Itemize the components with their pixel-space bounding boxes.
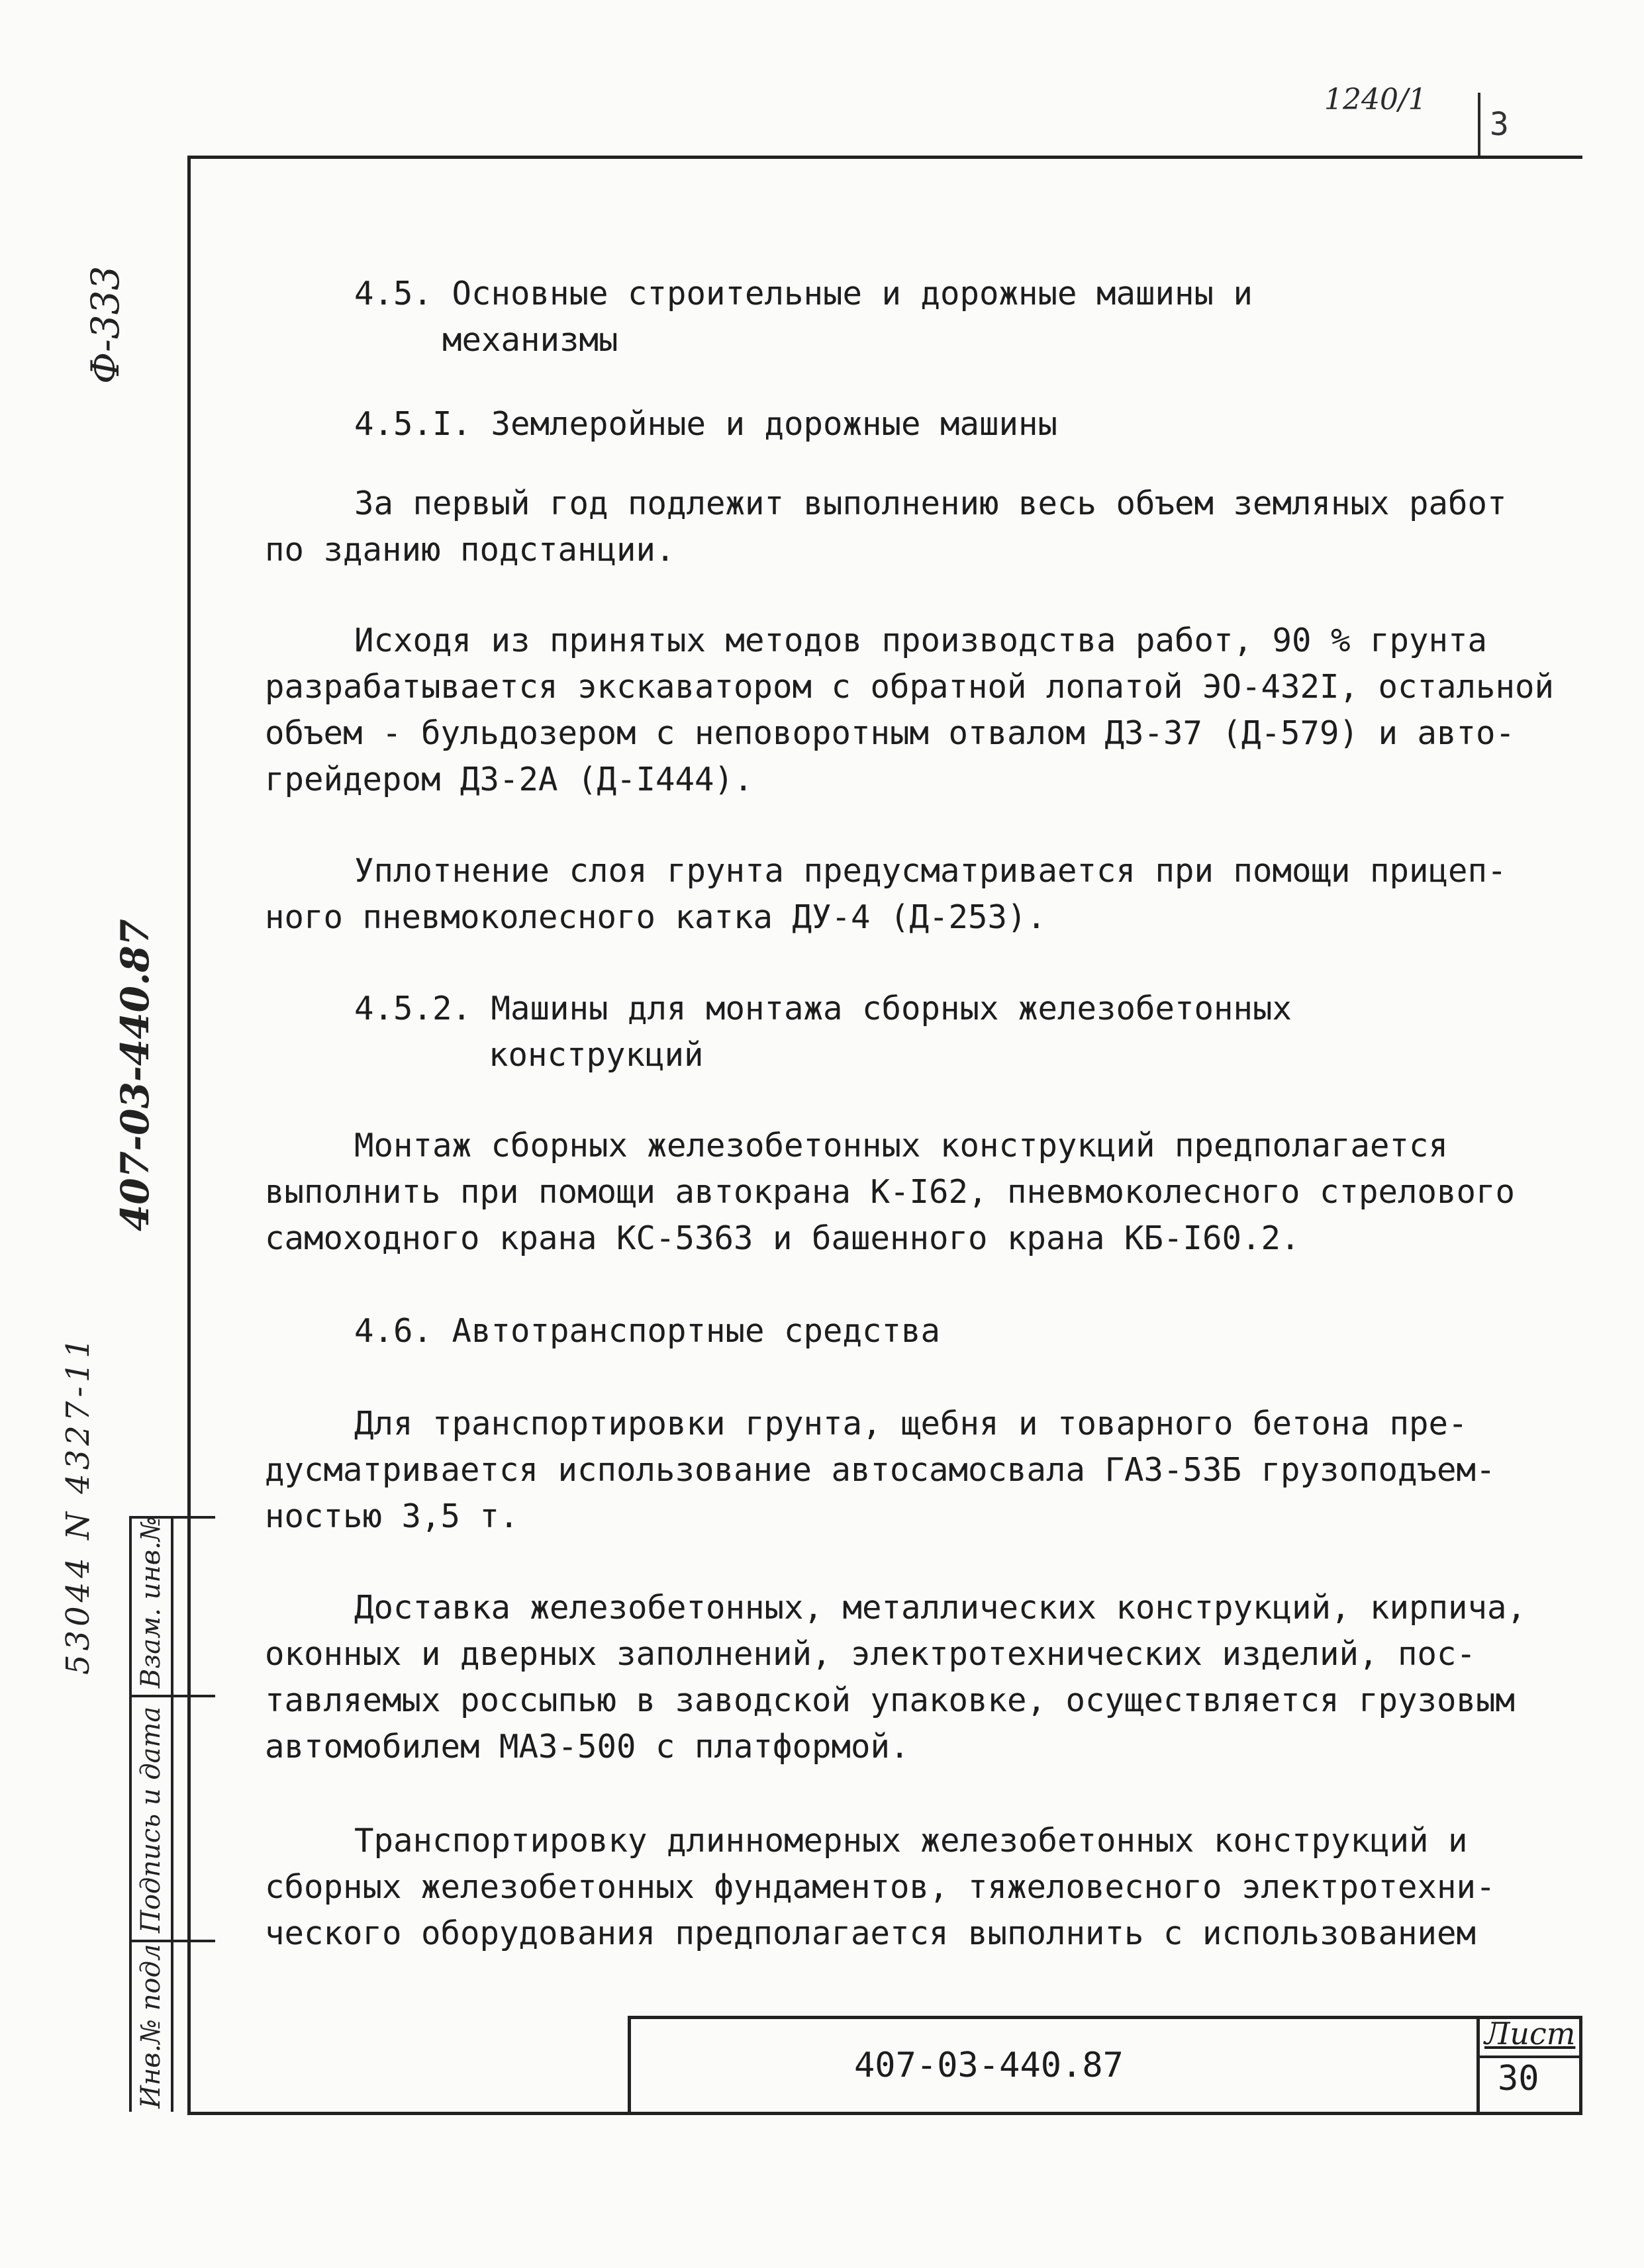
paragraph-line: по зданию подстанции. (265, 531, 675, 569)
title-block-divider (1476, 2016, 1480, 2115)
handwritten-note: 1240/1 (1324, 83, 1427, 117)
paragraph-line: ностью 3,5 т. (265, 1497, 519, 1535)
paragraph-line: оконных и дверных заполнений, электротехнических изделий, пос- (265, 1635, 1476, 1673)
stamp-label-inv-podl: Инв.№ подл (136, 1944, 166, 2108)
section-4-5-2-title: 4.5.2. Машины для монтажа сборных железобетонных (354, 990, 1292, 1027)
paragraph-line: Транспортировку длинномерных железобетонных конструкций и (354, 1822, 1468, 1860)
margin-doc-code: 407-03-440.87 (113, 919, 158, 1231)
paragraph-line: Для транспортировки грунта, щебня и товарного бетона пре- (354, 1405, 1468, 1442)
paragraph-line: самоходного крана КС-5363 и башенного крана КБ-I60.2. (265, 1219, 1300, 1257)
stamp-label-replaced-inv: Взам. инв.№ (136, 1516, 166, 1688)
title-block-doc-code: 407-03-440.87 (854, 2046, 1124, 2085)
frame-top-border (187, 156, 1582, 159)
paragraph-line: сборных железобетонных фундаментов, тяжеловесного электротехни- (265, 1868, 1496, 1906)
paragraph-line: автомобилем МАЗ-500 с платформой. (265, 1728, 910, 1766)
paragraph-line: грейдером ДЗ-2А (Д-I444). (265, 761, 753, 798)
stamp-label-signature-date: Подпись и дата (136, 1706, 166, 1933)
section-4-5-1-title: 4.5.I. Землеройные и дорожные машины (354, 405, 1058, 443)
stamp-rule (129, 1695, 215, 1697)
stamp-column-divider (171, 1516, 173, 2112)
section-4-5-2-title-cont: конструкций (489, 1036, 704, 1074)
sheet-label: Лист (1484, 2016, 1576, 2052)
paragraph-line: объем - бульдозером с неповоротным отвалом ДЗ-37 (Д-579) и авто- (265, 714, 1516, 752)
sheet-number: 30 (1498, 2059, 1539, 2099)
paragraph-line: выполнить при помощи автокрана К-I62, пневмоколесного стрелового (265, 1173, 1516, 1211)
paragraph-line: Уплотнение слоя грунта предусматривается при помощи прицеп- (354, 852, 1507, 890)
paragraph-line: тавляемых россыпью в заводской упаковке, осуществляется грузовым (265, 1681, 1516, 1719)
title-block-sheet-rule (1478, 2055, 1582, 2058)
paragraph-line: дусматривается использование автосамосвала ГАЗ-53Б грузоподъем- (265, 1451, 1496, 1489)
corner-divider (1478, 93, 1480, 159)
section-4-6-title: 4.6. Автотранспортные средства (354, 1312, 941, 1350)
paragraph-line: ного пневмоколесного катка ДУ-4 (Д-253). (265, 898, 1047, 936)
margin-ref-code: Ф-333 (83, 265, 128, 384)
margin-inventory-number: 53044 N 4327-11 (60, 1334, 97, 1675)
section-4-5-title-cont: механизмы (442, 321, 618, 359)
paragraph-line: Исходя из принятых методов производства работ, 90 % грунта (354, 622, 1488, 659)
paragraph-line: Доставка железобетонных, металлических конструкций, кирпича, (354, 1589, 1527, 1627)
corner-mark: 3 (1490, 106, 1509, 143)
paragraph-line: За первый год подлежит выполнению весь объем земляных работ (354, 485, 1507, 522)
stamp-rule (129, 1940, 215, 1942)
paragraph-line: ческого оборудования предполагается выполнить с использованием (265, 1914, 1476, 1952)
paragraph-line: Монтаж сборных железобетонных конструкций предполагается (354, 1127, 1449, 1164)
section-4-5-title: 4.5. Основные строительные и дорожные машины и (354, 275, 1253, 312)
paragraph-line: разрабатывается экскаватором с обратной лопатой ЭО-432I, остальной (265, 668, 1555, 706)
